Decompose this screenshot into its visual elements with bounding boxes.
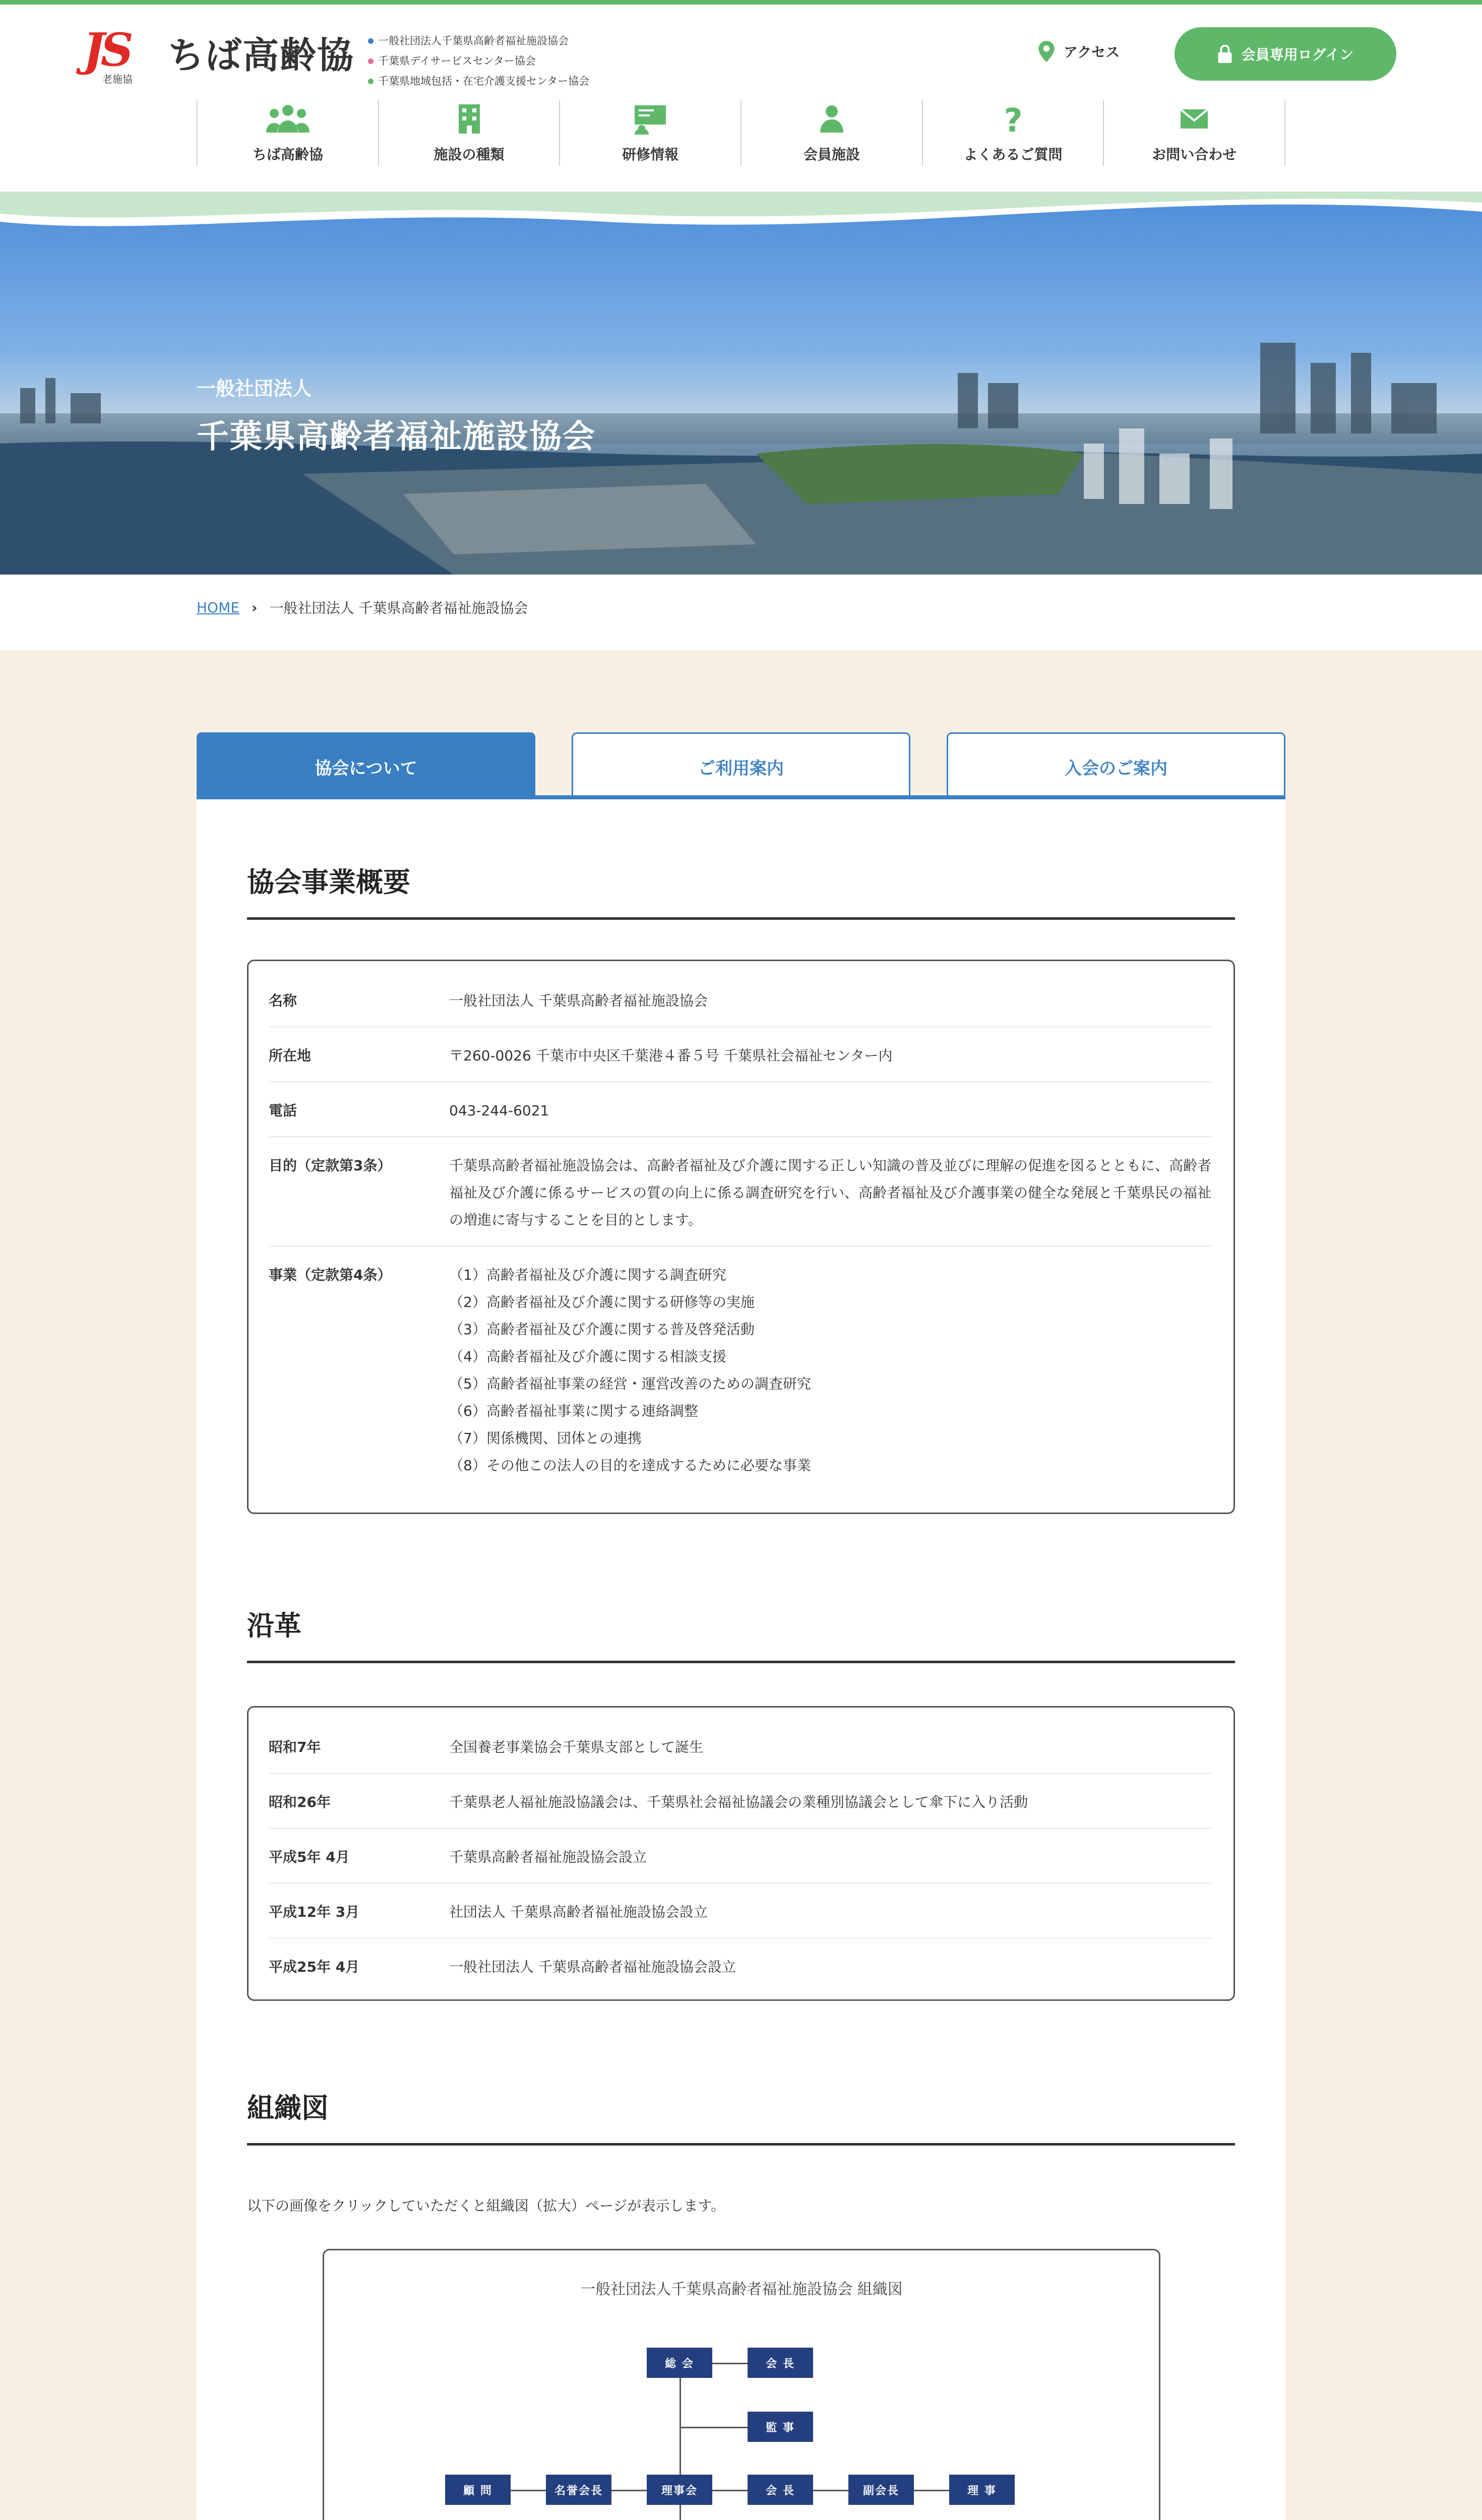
history-heading: 沿革 [247, 1610, 301, 1642]
nav-item-faq[interactable] [923, 100, 1104, 166]
row-value: 千葉県高齢者福祉施設協会は、高齢者福祉及び介護に関する正しい知識の普及並びに理解の促進を図るとともに、高齢者福祉及び介護に係るサービスの質の向上に係る調査研究を行い、高齢者福祉及び介護事業の健全な発展と千葉県民の福祉の増進に寄与することを目的とします。 [449, 1157, 1212, 1228]
row-key: 名称 [269, 992, 297, 1009]
business-item: （5）高齢者福祉事業の経営・運営改善のための調査研究 [449, 1375, 811, 1392]
overview-row [269, 972, 1213, 1027]
tab-membership-guide[interactable]: 入会のご案内 [947, 732, 1285, 799]
row-value: 千葉県高齢者福祉施設協会設立 [449, 1849, 647, 1865]
org-node-honorary-chairman: 名誉会長 [546, 2475, 611, 2505]
org-chart-title: 一般社団法人千葉県高齢者福祉施設協会 組織図 [580, 2281, 903, 2298]
org-node-advisor: 顧 問 [445, 2475, 511, 2505]
row-key: 昭和26年 [269, 1794, 331, 1810]
history-row [269, 1883, 1213, 1938]
business-item: （4）高齢者福祉及び介護に関する相談支援 [449, 1348, 726, 1365]
business-item: （7）関係機関、団体との連携 [449, 1430, 642, 1446]
top-accent-bar [0, 0, 1482, 5]
nav-label: お問い合わせ [1152, 146, 1237, 163]
lock-icon [1217, 45, 1232, 63]
org-rule [247, 2143, 1235, 2146]
building-icon [447, 103, 492, 135]
history-row [269, 1774, 1213, 1829]
row-key: 事業（定款第4条） [269, 1267, 392, 1283]
business-item: （8）その他この法人の目的を達成するために必要な事業 [449, 1457, 811, 1474]
business-item: （2）高齢者福祉及び介護に関する研修等の実施 [449, 1294, 755, 1310]
header-org-item: 一般社団法人千葉県高齢者福祉施設協会 [368, 31, 589, 51]
history-table [247, 1706, 1235, 2001]
row-key: 目的（定款第3条） [269, 1157, 392, 1174]
org-node-vice-chairman: 副会長 [848, 2475, 914, 2505]
overview-heading: 協会事業概要 [247, 866, 410, 898]
nav-item-training[interactable] [560, 100, 742, 166]
page-title: 千葉県高齢者福祉施設協会 [197, 418, 596, 456]
business-item: （3）高齢者福祉及び介護に関する普及啓発活動 [449, 1321, 755, 1338]
tab-about[interactable]: 協会について [197, 732, 535, 799]
business-item: （6）高齢者福祉事業に関する連絡調整 [449, 1403, 698, 1419]
row-value: 一般社団法人 千葉県高齢者福祉施設協会 [449, 992, 708, 1009]
row-key: 平成25年 4月 [269, 1959, 360, 1975]
access-label: アクセス [1064, 44, 1120, 60]
nav-item-about[interactable] [197, 100, 379, 166]
people-icon [265, 103, 311, 135]
row-key: 平成12年 3月 [269, 1904, 360, 1920]
nav-item-facility-types[interactable] [379, 100, 561, 166]
org-chart-link[interactable] [323, 2249, 1160, 2520]
org-heading: 組織図 [247, 2092, 329, 2124]
overview-row [269, 1027, 1213, 1082]
breadcrumb-current: 一般社団法人 千葉県高齢者福祉施設協会 [269, 600, 528, 616]
history-rule [247, 1661, 1235, 1663]
business-item: （1）高齢者福祉及び介護に関する調査研究 [449, 1267, 726, 1283]
row-value: 043-244-6021 [449, 1102, 549, 1119]
org-node-chairman-top: 会 長 [748, 2348, 813, 2378]
overview-row [269, 1082, 1213, 1137]
svg-text:?: ? [1003, 103, 1023, 135]
nav-item-member-facilities[interactable] [742, 100, 923, 166]
org-node-auditor: 監 事 [748, 2412, 813, 2442]
header-org-list [368, 31, 589, 91]
row-key: 平成5年 4月 [269, 1849, 350, 1865]
nav-label: 研修情報 [622, 146, 679, 163]
row-key: 昭和7年 [269, 1739, 321, 1755]
row-value: 〒260-0026 千葉市中央区千葉港４番５号 千葉県社会福祉センター内 [449, 1047, 893, 1064]
row-key: 所在地 [269, 1047, 312, 1064]
site-logo[interactable] [83, 23, 355, 85]
nav-item-contact[interactable] [1104, 100, 1285, 166]
overview-row [269, 1246, 1213, 1491]
access-link[interactable] [1038, 41, 1120, 62]
global-nav [197, 100, 1285, 166]
org-node-chairman: 会 長 [748, 2475, 813, 2505]
nav-label: 施設の種類 [434, 146, 505, 163]
training-icon [628, 103, 673, 135]
breadcrumb [197, 597, 528, 617]
site-header [0, 5, 1482, 196]
mail-icon [1171, 103, 1217, 135]
business-list [449, 1262, 1213, 1479]
tab-underline [197, 795, 1285, 799]
org-note: 以下の画像をクリックしていただくと組織図（拡大）ページが表示します。 [247, 2197, 725, 2214]
member-icon [809, 103, 854, 135]
row-key: 電話 [269, 1102, 297, 1119]
hero-banner [0, 192, 1482, 575]
overview-rule [247, 917, 1235, 920]
nav-label: よくあるご質問 [963, 146, 1063, 163]
history-row [269, 1829, 1213, 1883]
hero-text [197, 373, 596, 457]
hero-subtitle: 一般社団法人 [197, 377, 312, 400]
overview-row [269, 1137, 1213, 1246]
org-node-general-meeting: 総 会 [647, 2348, 712, 2378]
row-value: 千葉県老人福祉施設協議会は、千葉県社会福祉協議会の業種別協議会として傘下に入り活動 [449, 1794, 1028, 1810]
map-pin-icon [1038, 41, 1055, 62]
tab-bar [197, 732, 1285, 799]
header-org-item: 千葉県地域包括・在宅介護支援センター協会 [368, 71, 589, 91]
tab-usage-guide[interactable]: ご利用案内 [572, 732, 910, 799]
history-row [269, 1719, 1213, 1774]
breadcrumb-separator: › [251, 599, 258, 616]
question-icon [991, 103, 1036, 135]
nav-label: ちば高齢協 [252, 146, 323, 163]
history-row [269, 1938, 1213, 1993]
nav-label: 会員施設 [803, 146, 860, 163]
row-value: 一般社団法人 千葉県高齢者福祉施設協会設立 [449, 1959, 736, 1975]
overview-table [247, 960, 1235, 1514]
row-value: 社団法人 千葉県高齢者福祉施設協会設立 [449, 1904, 708, 1920]
member-login-button[interactable] [1175, 27, 1396, 81]
login-label: 会員専用ログイン [1241, 46, 1354, 63]
logo-mark: JS 老施協 [83, 23, 133, 85]
row-value: 全国養老事業協会千葉県支部として誕生 [449, 1739, 704, 1755]
logo-name: ちば高齢協 [168, 34, 355, 77]
org-node-board: 理事会 [647, 2475, 712, 2505]
header-org-item: 千葉県デイサービスセンター協会 [368, 51, 589, 71]
breadcrumb-home-link[interactable]: HOME [197, 599, 239, 616]
org-node-director: 理 事 [949, 2475, 1015, 2505]
